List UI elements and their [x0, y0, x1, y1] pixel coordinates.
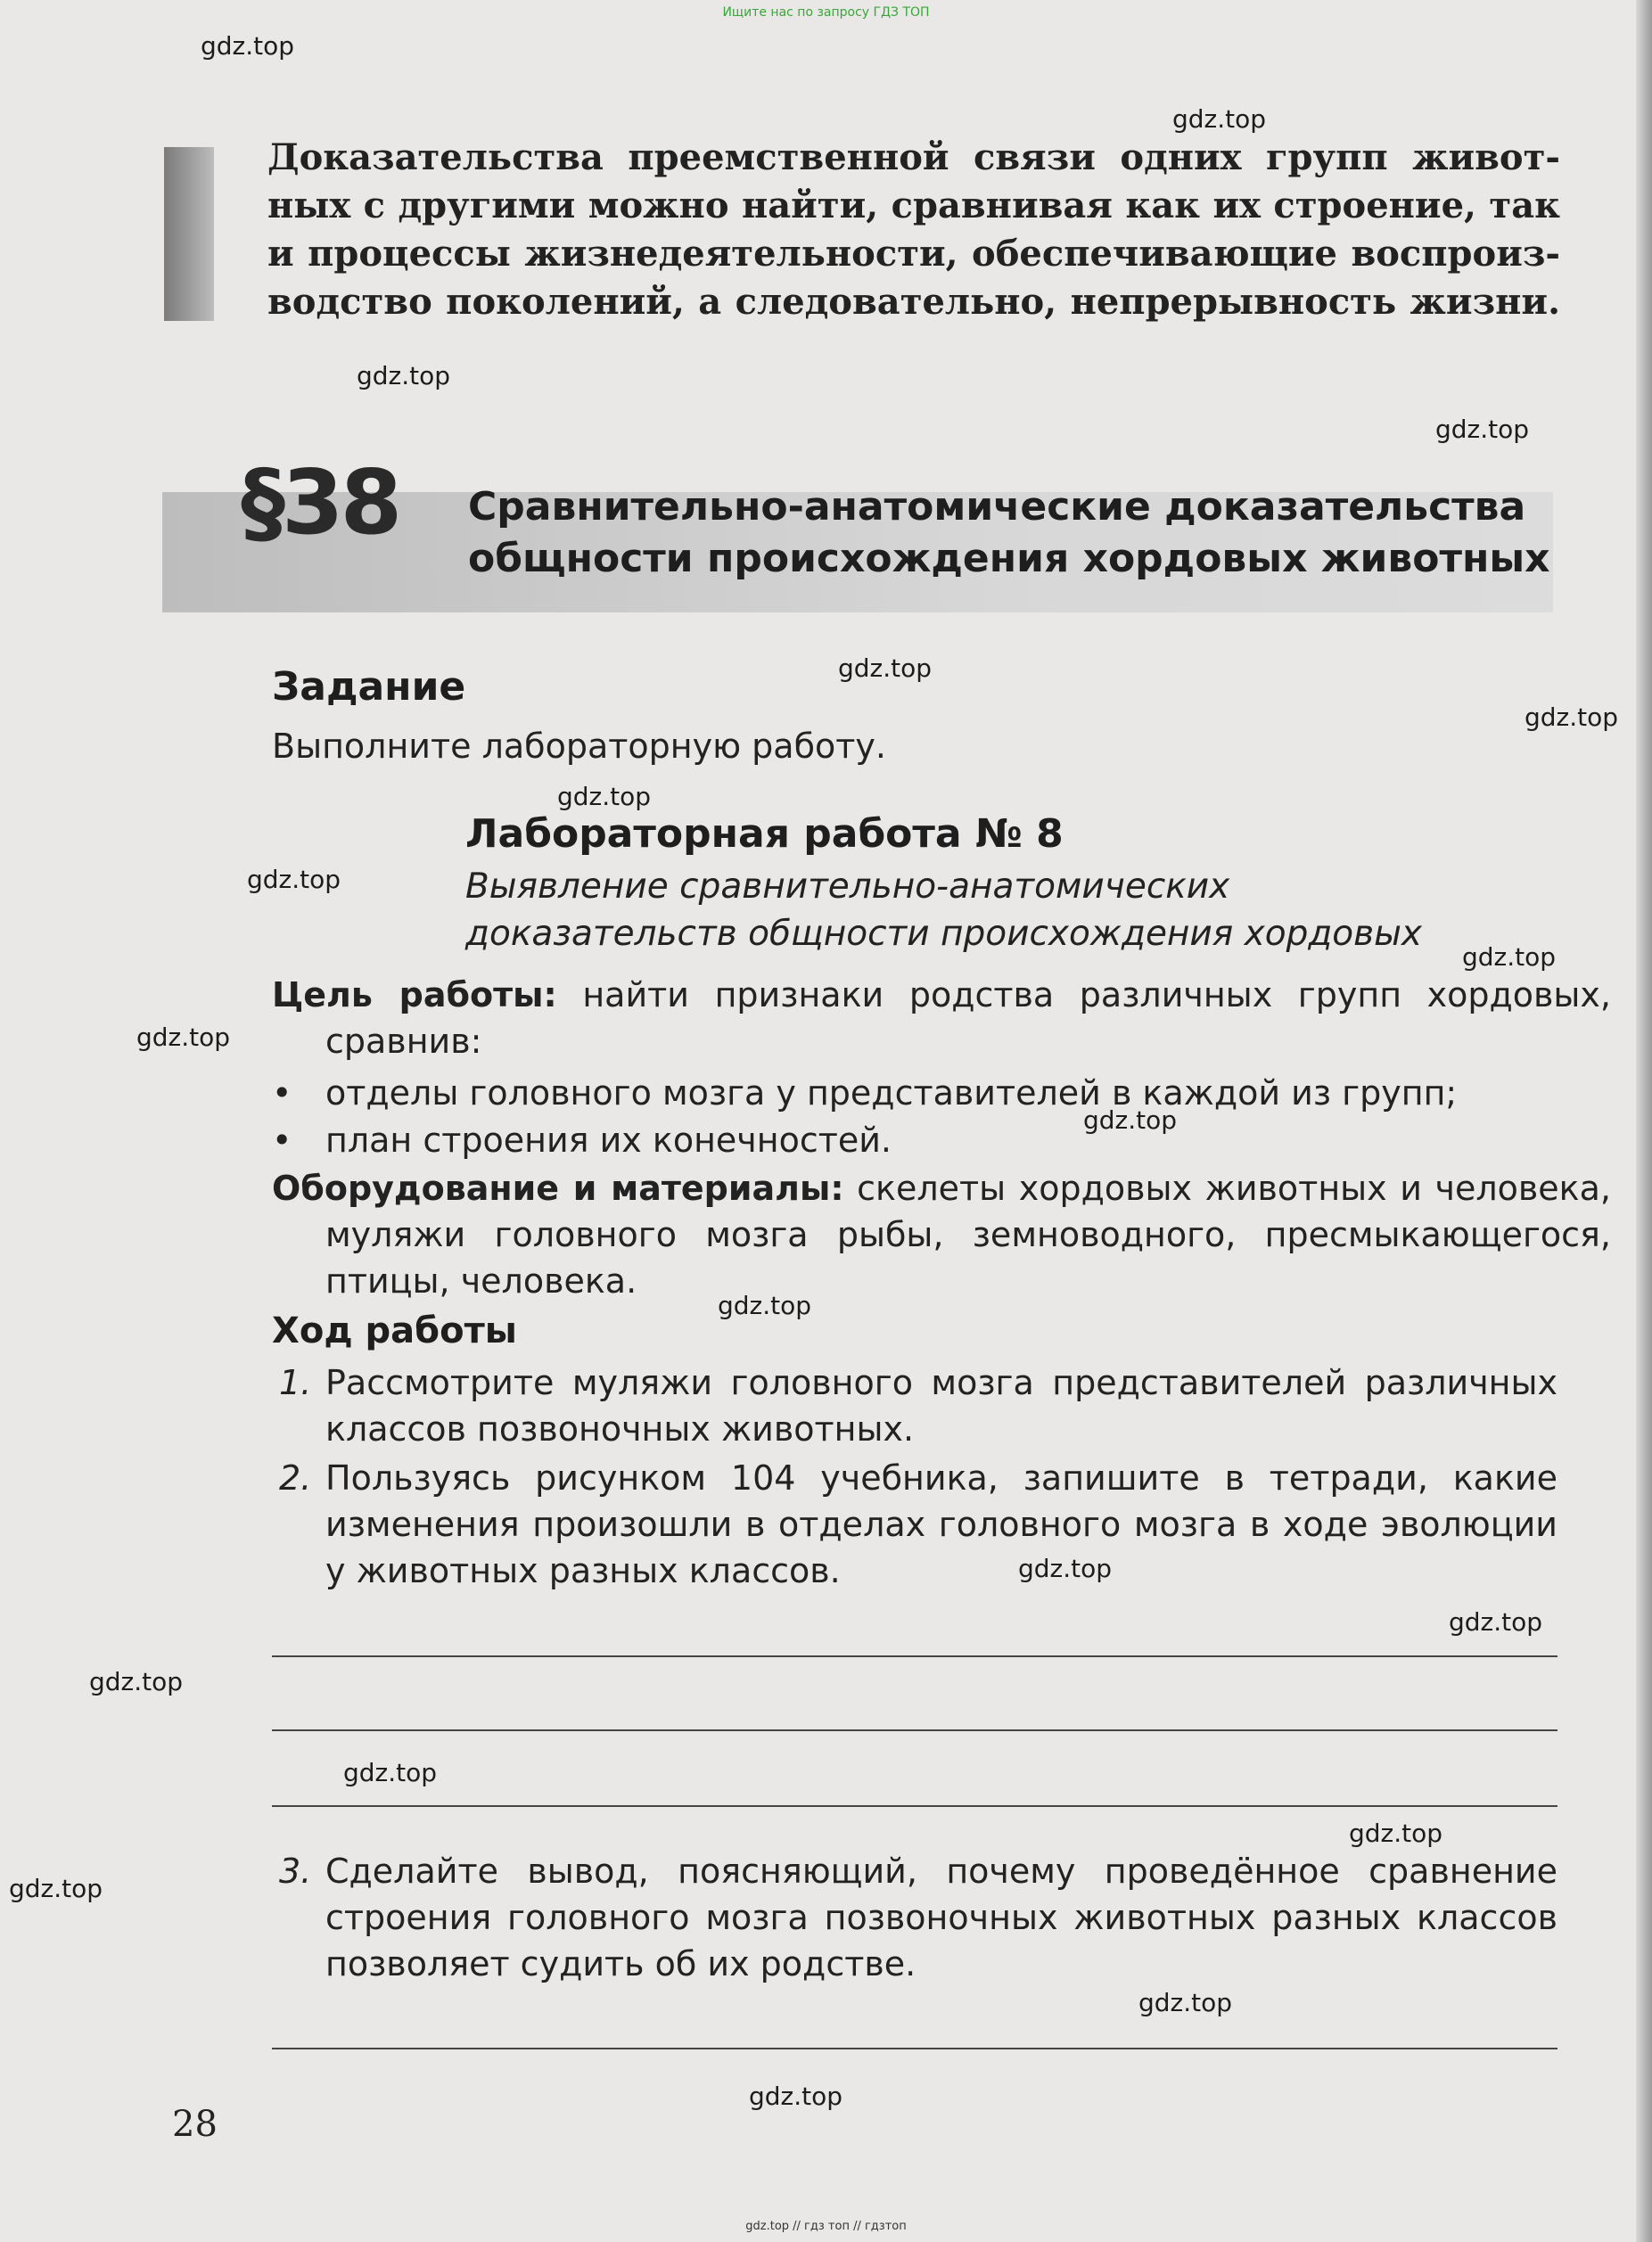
watermark: gdz.top [557, 782, 652, 811]
step-text: Рассмотрите муляжи головного мозга представителей различных классов позвоночных животных. [325, 1363, 1557, 1449]
watermark: gdz.top [1449, 1607, 1543, 1637]
quote-line: ных с другими можно найти, сравнивая как их строение, так [267, 185, 1560, 226]
goal-paragraph [272, 972, 1611, 1064]
lab-subtitle [465, 863, 1562, 957]
step-number: 3. [279, 1852, 312, 1891]
bullet-dot: • [272, 1073, 292, 1113]
bullet-dot: • [272, 1121, 292, 1160]
watermark: gdz.top [1018, 1554, 1113, 1583]
step-item [272, 1359, 1557, 1452]
bullet-text: план строения их конечностей. [325, 1121, 892, 1160]
watermark: gdz.top [136, 1022, 231, 1052]
section-title [468, 481, 1556, 585]
step-number: 1. [279, 1363, 312, 1402]
watermark: gdz.top [357, 361, 451, 390]
quote-line: водство поколений, а следовательно, непрерывность жизни. [267, 281, 1560, 323]
quote-bar [164, 147, 214, 321]
task-text: Выполните лабораторную работу. [272, 727, 886, 766]
watermark: gdz.top [89, 1667, 184, 1696]
page-edge [1636, 0, 1652, 2242]
quote-line: и процессы жизнедеятельности, обеспечивающие воспроиз- [267, 233, 1560, 275]
watermark: gdz.top [201, 31, 295, 61]
watermark: gdz.top [1172, 104, 1267, 134]
watermark: gdz.top [1083, 1105, 1178, 1135]
top-note[interactable]: Ищите нас по запросу ГДЗ ТОП [722, 5, 930, 20]
section-title-line: общности происхождения хордовых животных [468, 536, 1550, 581]
task-heading: Задание [272, 664, 466, 710]
equipment-label: Оборудование и материалы: [272, 1169, 844, 1208]
watermark: gdz.top [1349, 1819, 1443, 1848]
answer-line[interactable] [272, 1729, 1557, 1731]
step-item [272, 1455, 1557, 1594]
goal-label: Цель работы: [272, 975, 557, 1014]
page-number: 28 [172, 2104, 218, 2145]
watermark: gdz.top [1462, 942, 1557, 972]
watermark: gdz.top [247, 865, 341, 894]
watermark: gdz.top [749, 2082, 843, 2111]
section-number: §38 [241, 450, 399, 554]
watermark: gdz.top [9, 1874, 103, 1903]
step-number: 2. [279, 1458, 312, 1498]
lab-subtitle-line: Выявление сравнительно-анатомических [465, 866, 1230, 907]
answer-line[interactable] [272, 2048, 1557, 2049]
section-title-line: Сравнительно-анатомические доказательства [468, 484, 1526, 530]
bullet-item [272, 1070, 1557, 1116]
intro-quote [267, 134, 1560, 326]
watermark: gdz.top [1138, 1988, 1233, 2017]
bottom-note[interactable]: gdz.top // гдз топ // гдзтоп [745, 2220, 907, 2233]
watermark: gdz.top [343, 1758, 438, 1787]
step-text: Пользуясь рисунком 104 учебника, запишите в тетради, какие изменения произошли в отделах головного мозга в ходе эволюции у животных разных классов. [325, 1458, 1557, 1590]
quote-line: Доказательства преемственной связи одних групп живот- [267, 136, 1560, 178]
equipment-paragraph [272, 1165, 1611, 1304]
lab-title: Лабораторная работа № 8 [465, 811, 1064, 857]
step-text: Сделайте вывод, поясняющий, почему проведённое сравнение строения головного мозга позвоночных животных разных классов позволяет судить об их родстве. [325, 1852, 1557, 1983]
course-heading: Ход работы [272, 1310, 517, 1351]
answer-line[interactable] [272, 1655, 1557, 1657]
step-item [272, 1848, 1557, 1987]
bullet-item [272, 1117, 1557, 1163]
lab-subtitle-line: доказательств общности происхождения хордовых [465, 914, 1423, 954]
watermark: gdz.top [838, 653, 933, 683]
answer-line[interactable] [272, 1805, 1557, 1807]
watermark: gdz.top [1525, 702, 1619, 732]
equipment-text: скелеты хордовых животных и человека, муляжи головного мозга рыбы, земноводного, пресмыкающегося, птицы, человека. [325, 1169, 1611, 1301]
watermark: gdz.top [1435, 415, 1530, 444]
watermark: gdz.top [718, 1291, 812, 1320]
goal-text: найти признаки родства различных групп хордовых, сравнив: [325, 975, 1611, 1061]
bullet-text: отделы головного мозга у представителей в каждой из групп; [325, 1073, 1458, 1113]
